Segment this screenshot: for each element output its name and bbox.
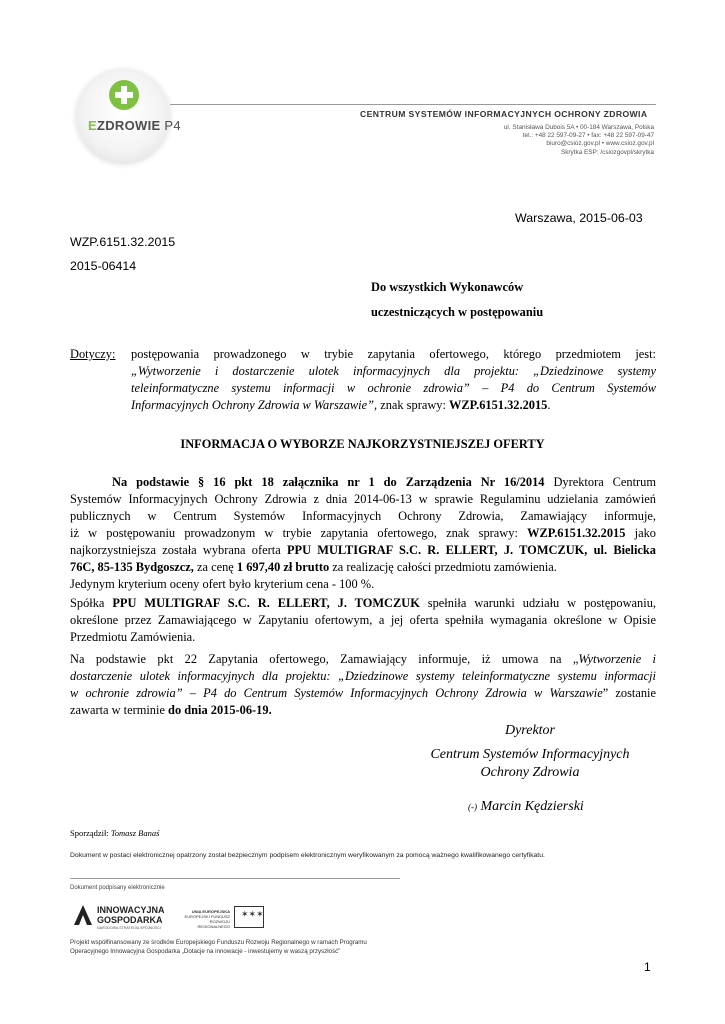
eu-label (180, 909, 230, 929)
paragraph-line: publicznych w Centrum Systemów Informacyjnych Ochrony Zdrowia, Zamawiający informuje, (70, 509, 656, 523)
ig-line: GOSPODARKA (97, 915, 163, 925)
notice-title: INFORMACJA O WYBORZE NAJKORZYSTNIEJSZEJ OFERTY (180, 437, 545, 451)
signatory-name: (-) Marcin Kędzierski (468, 799, 584, 814)
criterion-line: Jedynym kryterium oceny ofert było kryterium cena - 100 %. (70, 577, 375, 591)
e-signature-note: Dokument w postaci elektronicznej opatrzony został bezpiecznym podpisem elektronicznym weryfikowanym za pomocą ważnego kwalifikowanego certyfikatu. (70, 852, 545, 859)
paragraph-line: w ochronie zdrowia” – P4 do Centrum Systemów Informacyjnych Ochrony Zdrowia w Warszawie” zostanie (70, 686, 656, 700)
ezdrowie-logo: EZDROWIE P4 (88, 118, 181, 133)
subject-line: teleinformatyczne systemu informacji w ochronie zdrowia” – P4 do Centrum Systemów (131, 381, 656, 395)
signed-note: Dokument podpisany elektronicznie (70, 885, 165, 891)
paragraph-line: Na podstawie pkt 22 Zapytania ofertowego, Zamawiający informuje, iż umowa na „Wytworzenie i (70, 652, 657, 666)
paragraph-line: Systemów Informacyjnych Ochrony Zdrowia z dnia 2014-06-13 w sprawie Regulaminu udzielania zamówień (70, 492, 656, 506)
medical-cross-icon (109, 80, 139, 110)
subject-line: „Wytworzenie i dostarczenie ulotek informacyjnych dla projektu: „Dziedzinowe systemy (131, 364, 656, 378)
signatory-organization: Ochrony Zdrowia (480, 765, 580, 780)
page-number: 1 (644, 960, 651, 974)
co-financing-note (70, 939, 367, 956)
eu-line: ROZWOJU REGIONALNEGO (197, 919, 230, 929)
eu-line: UNIA EUROPEJSKA (191, 909, 230, 914)
paragraph-line: określone przez Zamawiającego w Zapytaniu ofertowym, a jej oferta spełniła wymagania określone w Opisie (70, 613, 656, 627)
paragraph-line: 76C, 85-135 Bydgoszcz, za cenę 1 697,40 zł brutto za realizację całości przedmiotu zamówienia. (70, 560, 557, 574)
footer-rule (70, 878, 400, 879)
paragraph-line: dostarczenie ulotek informacyjnych dla projektu: „Dziedzinowe systemy teleinformatyczne systemu informacji (70, 669, 656, 683)
organization-address (480, 124, 654, 157)
recipient-line: Do wszystkich Wykonawców (371, 280, 524, 294)
paragraph-line: Spółka PPU MULTIGRAF S.C. R. ELLERT, J. TOMCZUK spełniła warunki udziału w postępowaniu, (70, 596, 656, 610)
recipient-line: uczestniczących w postępowaniu (371, 305, 544, 319)
phone-line: tel.: +48 22 597-09-27 • fax: +48 22 597-09-47 (522, 132, 654, 140)
place-date: Warszawa, 2015-06-03 (515, 211, 643, 225)
co-financing-line: Operacyjnego Innowacyjna Gospodarka „Dotacje na innowacje - inwestujemy w waszą przyszłość” (70, 947, 341, 955)
subject-line: postępowania prowadzonego w trybie zapytania ofertowego, którego przedmiotem jest: (131, 347, 656, 361)
paragraph-line: Na podstawie § 16 pkt 18 załącznika nr 1 do Zarządzenia Nr 16/2014 Dyrektora Centrum (112, 475, 656, 489)
subject-label: Dotyczy: (70, 347, 116, 361)
address-line: ul. Stanisława Dubois 5A • 00-184 Warszawa, Polska (503, 124, 654, 131)
prepared-by: Sporządził: Tomasz Banaś (70, 828, 160, 838)
organization-name: CENTRUM SYSTEMÓW INFORMACYJNYCH OCHRONY ZDROWIA (360, 109, 648, 119)
subject-line: Informacyjnych Ochrony Zdrowia w Warszawie”, znak sprawy: WZP.6151.32.2015. (131, 398, 551, 412)
esp-line: Skrytka ESP: /csiozgovpl/skrytka (560, 148, 654, 156)
eu-line: EUROPEJSKI FUNDUSZ (184, 914, 230, 919)
innovative-economy-logo-icon (72, 903, 94, 927)
paragraph-line: Przedmiotu Zamówienia. (70, 630, 196, 644)
document-number: 2015-06414 (70, 259, 137, 273)
header-rule (170, 104, 656, 105)
paragraph-line: najkorzystniejsza została wybrana oferta PPU MULTIGRAF S.C. R. ELLERT, J. TOMCZUK, ul. Bielicka (70, 543, 656, 557)
ig-line: INNOWACYJNA (97, 905, 165, 915)
email-line: biuro@csioz.gov.pl • www.csioz.gov.pl (546, 140, 654, 148)
paragraph-line: zawarta w terminie do dnia 2015-06-19. (70, 703, 272, 717)
reference-number: WZP.6151.32.2015 (70, 235, 176, 249)
innovative-economy-name (97, 905, 165, 925)
co-financing-line: Projekt współfinansowany ze środków Europejskiego Funduszu Rozwoju Regionalnego w ramach Programu (70, 939, 367, 946)
ig-tagline: NARODOWA STRATEGIA SPÓJNOŚCI (97, 926, 161, 930)
signatory-organization: Centrum Systemów Informacyjnych (430, 747, 630, 762)
eu-flag-icon: ✶✶✶ (234, 906, 264, 928)
paragraph-line: iż w postępowaniu prowadzonym w trybie zapytania ofertowego, znak sprawy: WZP.6151.32.2015 jako (70, 526, 656, 540)
signatory-title: Dyrektor (504, 723, 556, 738)
